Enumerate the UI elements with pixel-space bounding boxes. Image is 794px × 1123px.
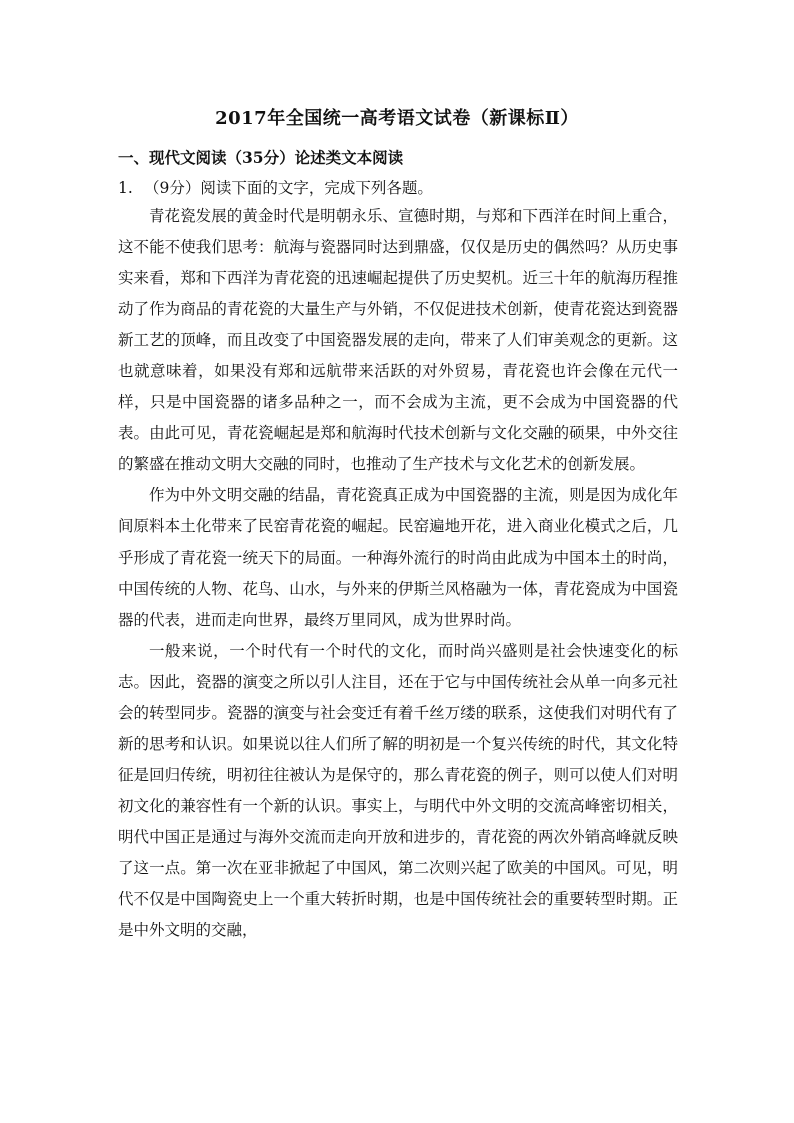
passage-paragraph: 青花瓷发展的黄金时代是明朝永乐、宣德时期，与郑和下西洋在时间上重合，这不能不使我们思考：航海与瓷器同时达到鼎盛，仅仅是历史的偶然吗？从历史事实来看，郑和下西洋为青花瓷的迅速崛起提供了历史契机。近三十年的航海历程推动了作为商品的青花瓷的大量生产与外销，不仅促进技术创新，使青花瓷达到瓷器新工艺的顶峰，而且改变了中国瓷器发展的走向，带来了人们审美观念的更新。这也就意味着，如果没有郑和远航带来活跃的对外贸易，青花瓷也许会像在元代一样，只是中国瓷器的诸多品种之一，而不会成为主流，更不会成为中国瓷器的代表。由此可见，青花瓷崛起是郑和航海时代技术创新与文化交融的硕果，中外交往的繁盛在推动文明大交融的同时，也推动了生产技术与文化艺术的创新发展。 bbox=[118, 207, 678, 474]
passage-paragraph: 作为中外文明交融的结晶，青花瓷真正成为中国瓷器的主流，则是因为成化年间原料本土化带来了民窑青花瓷的崛起。民窑遍地开花，进入商业化模式之后，几乎形成了青花瓷一统天下的局面。一种海外流行的时尚由此成为中国本土的时尚，中国传统的人物、花鸟、山水，与外来的伊斯兰风格融为一体，青花瓷成为中国瓷器的代表，进而走向世界，最终万里同风，成为世界时尚。 bbox=[118, 486, 678, 629]
question-prompt: （9分）阅读下面的文字，完成下列各题。 bbox=[144, 179, 433, 197]
passage-paragraph: 一般来说，一个时代有一个时代的文化，而时尚兴盛则是社会快速变化的标志。因此，瓷器的演变之所以引人注目，还在于它与中国传统社会从单一向多元社会的转型同步。瓷器的演变与社会变迁有着千丝万缕的联系，这使我们对明代有了新的思考和认识。如果说以往人们所了解的明初是一个复兴传统的时代，其文化特征是回归传统，明初往往被认为是保守的，那么青花瓷的例子，则可以使人们对明初文化的兼容性有一个新的认识。事实上，与明代中外文明的交流高峰密切相关，明代中国正是通过与海外交流而走向开放和进步的，青花瓷的两次外销高峰就反映了这一点。第一次在亚非掀起了中国风，第二次则兴起了欧美的中国风。可见，明代不仅是中国陶瓷史上一个重大转折时期，也是中国传统社会的重要转型时期。正是中外文明的交融， bbox=[118, 641, 678, 940]
section-heading: 一、现代文阅读（35分）论述类文本阅读 bbox=[118, 148, 404, 167]
exam-title: 2017年全国统一高考语文试卷（新课标Ⅱ） bbox=[215, 108, 579, 129]
question-number: 1. bbox=[118, 179, 133, 197]
question-prompt-line bbox=[118, 176, 433, 198]
reading-passage bbox=[118, 201, 678, 946]
